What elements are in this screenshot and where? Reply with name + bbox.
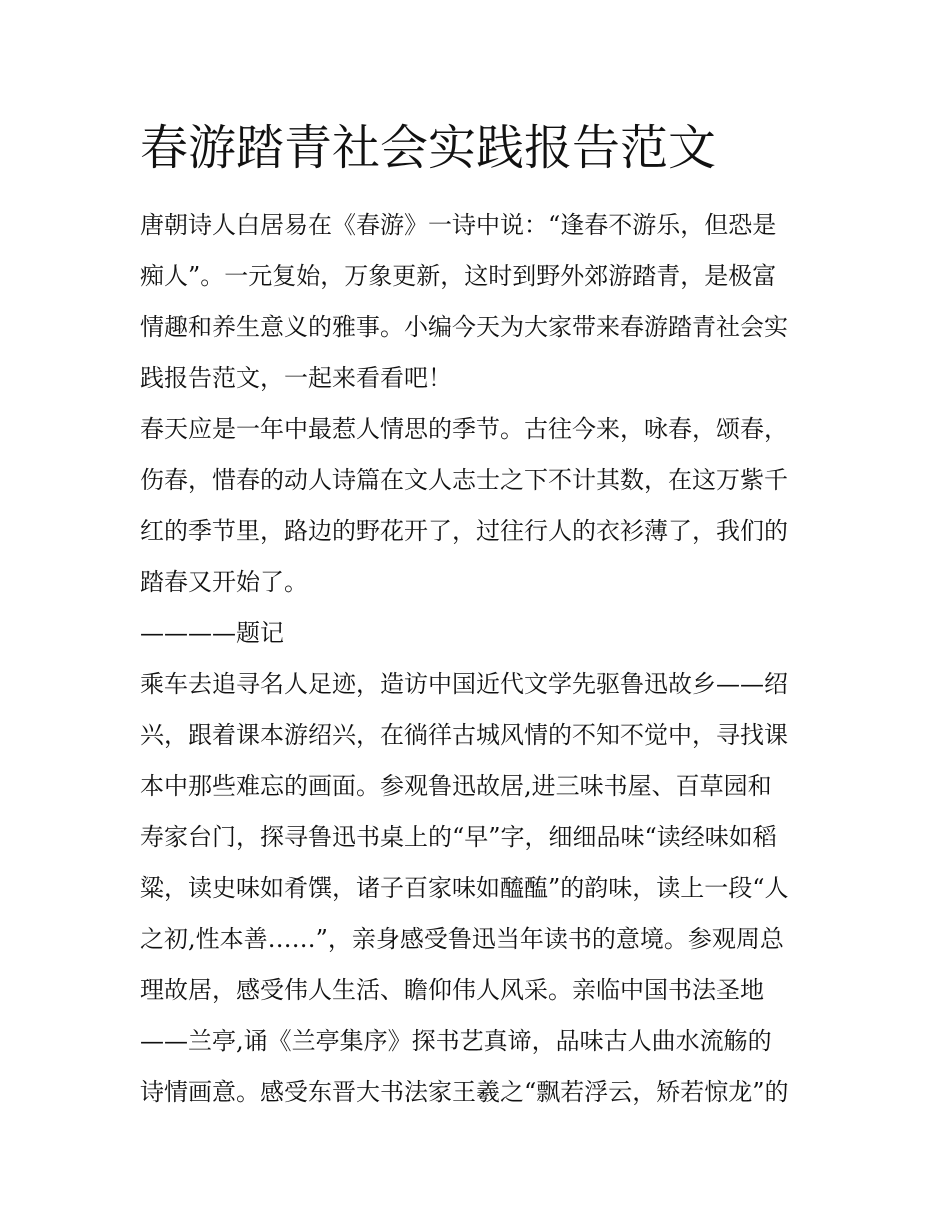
document-title: 春游踏青社会实践报告范文: [140, 120, 717, 176]
body-line: 痴人”。一元复始，万象更新，这时到野外郊游踏青，是极富: [140, 262, 777, 290]
epigraph-signature: ————题记: [140, 619, 284, 647]
body-line: 践报告范文，一起来看看吧！: [140, 364, 452, 392]
body-line: 踏春又开始了。: [140, 568, 308, 596]
body-line: 本中那些难忘的画面。参观鲁迅故居,进三味书屋、百草园和: [140, 772, 772, 800]
body-line: ——兰亭,诵《兰亭集序》探书艺真谛，品味古人曲水流觞的: [140, 1027, 772, 1055]
body-line: 寿家台门，探寻鲁迅书桌上的“早”字，细细品味“读经味如稻: [140, 823, 777, 851]
body-line: 兴，跟着课本游绍兴，在徜徉古城风情的不知不觉中，寻找课: [140, 721, 788, 749]
body-line: 之初,性本善……”，亲身感受鲁迅当年读书的意境。参观周总: [140, 925, 784, 953]
body-line: 诗情画意。感受东晋大书法家王羲之“飘若浮云，矫若惊龙”的: [140, 1078, 789, 1106]
body-line: 情趣和养生意义的雅事。小编今天为大家带来春游踏青社会实: [140, 313, 788, 341]
body-line: 唐朝诗人白居易在《春游》一诗中说：“逢春不游乐，但恐是: [140, 211, 777, 239]
body-line: 理故居，感受伟人生活、瞻仰伟人风采。亲临中国书法圣地: [140, 976, 764, 1004]
body-line: 乘车去追寻名人足迹，造访中国近代文学先驱鲁迅故乡——绍: [140, 670, 788, 698]
body-line: 伤春，惜春的动人诗篇在文人志士之下不计其数，在这万紫千: [140, 466, 788, 494]
body-line: 粱，读史味如肴馔，诸子百家味如醯醢”的韵味，读上一段“人: [140, 874, 789, 902]
body-line: 红的季节里，路边的野花开了，过往行人的衣衫薄了，我们的: [140, 517, 788, 545]
body-line: 春天应是一年中最惹人情思的季节。古往今来，咏春，颂春，: [140, 415, 788, 443]
